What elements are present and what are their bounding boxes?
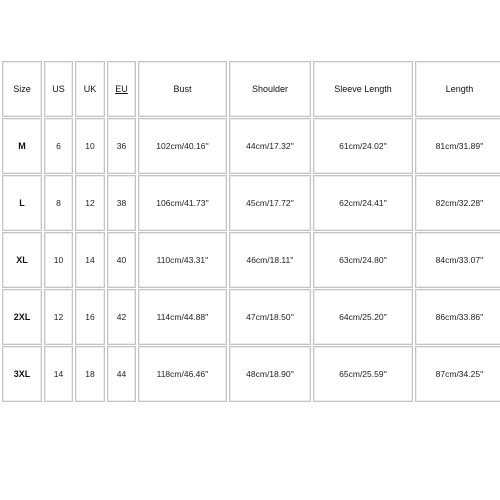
row-3xl-size: 3XL: [2, 346, 42, 402]
row-m-eu: 36: [107, 118, 136, 174]
header-eu: EU: [107, 61, 136, 117]
row-m-us: 6: [44, 118, 73, 174]
row-m-shoulder: 44cm/17.32'': [229, 118, 311, 174]
row-2xl-eu: 42: [107, 289, 136, 345]
header-uk: UK: [75, 61, 105, 117]
row-m-bust: 102cm/40.16'': [138, 118, 227, 174]
row-2xl-us: 12: [44, 289, 73, 345]
row-2xl-length: 86cm/33.86'': [415, 289, 500, 345]
row-xl-bust: 110cm/43.31'': [138, 232, 227, 288]
row-3xl-length: 87cm/34.25'': [415, 346, 500, 402]
row-xl-us: 10: [44, 232, 73, 288]
row-xl-length: 84cm/33.07'': [415, 232, 500, 288]
row-2xl-sleeve-length: 64cm/25.20'': [313, 289, 413, 345]
row-l-sleeve-length: 62cm/24.41'': [313, 175, 413, 231]
header-length: Length: [415, 61, 500, 117]
row-xl-eu: 40: [107, 232, 136, 288]
row-l-size: L: [2, 175, 42, 231]
size-chart-table: [2, 61, 498, 399]
row-l-bust: 106cm/41.73'': [138, 175, 227, 231]
row-m-size: M: [2, 118, 42, 174]
row-l-us: 8: [44, 175, 73, 231]
header-shoulder: Shoulder: [229, 61, 311, 117]
row-3xl-us: 14: [44, 346, 73, 402]
header-size: Size: [2, 61, 42, 117]
row-2xl-shoulder: 47cm/18.50'': [229, 289, 311, 345]
row-m-sleeve-length: 61cm/24.02'': [313, 118, 413, 174]
row-3xl-eu: 44: [107, 346, 136, 402]
row-l-eu: 38: [107, 175, 136, 231]
header-sleeve-length: Sleeve Length: [313, 61, 413, 117]
row-3xl-shoulder: 48cm/18.90'': [229, 346, 311, 402]
row-3xl-bust: 118cm/46.46'': [138, 346, 227, 402]
row-3xl-sleeve-length: 65cm/25.59'': [313, 346, 413, 402]
header-us: US: [44, 61, 73, 117]
row-2xl-size: 2XL: [2, 289, 42, 345]
row-2xl-bust: 114cm/44.88'': [138, 289, 227, 345]
row-xl-shoulder: 46cm/18.11'': [229, 232, 311, 288]
row-l-shoulder: 45cm/17.72'': [229, 175, 311, 231]
header-bust: Bust: [138, 61, 227, 117]
row-m-length: 81cm/31.89'': [415, 118, 500, 174]
row-xl-size: XL: [2, 232, 42, 288]
row-2xl-uk: 16: [75, 289, 105, 345]
row-xl-uk: 14: [75, 232, 105, 288]
row-m-uk: 10: [75, 118, 105, 174]
row-3xl-uk: 18: [75, 346, 105, 402]
row-l-uk: 12: [75, 175, 105, 231]
row-xl-sleeve-length: 63cm/24.80'': [313, 232, 413, 288]
row-l-length: 82cm/32.28'': [415, 175, 500, 231]
